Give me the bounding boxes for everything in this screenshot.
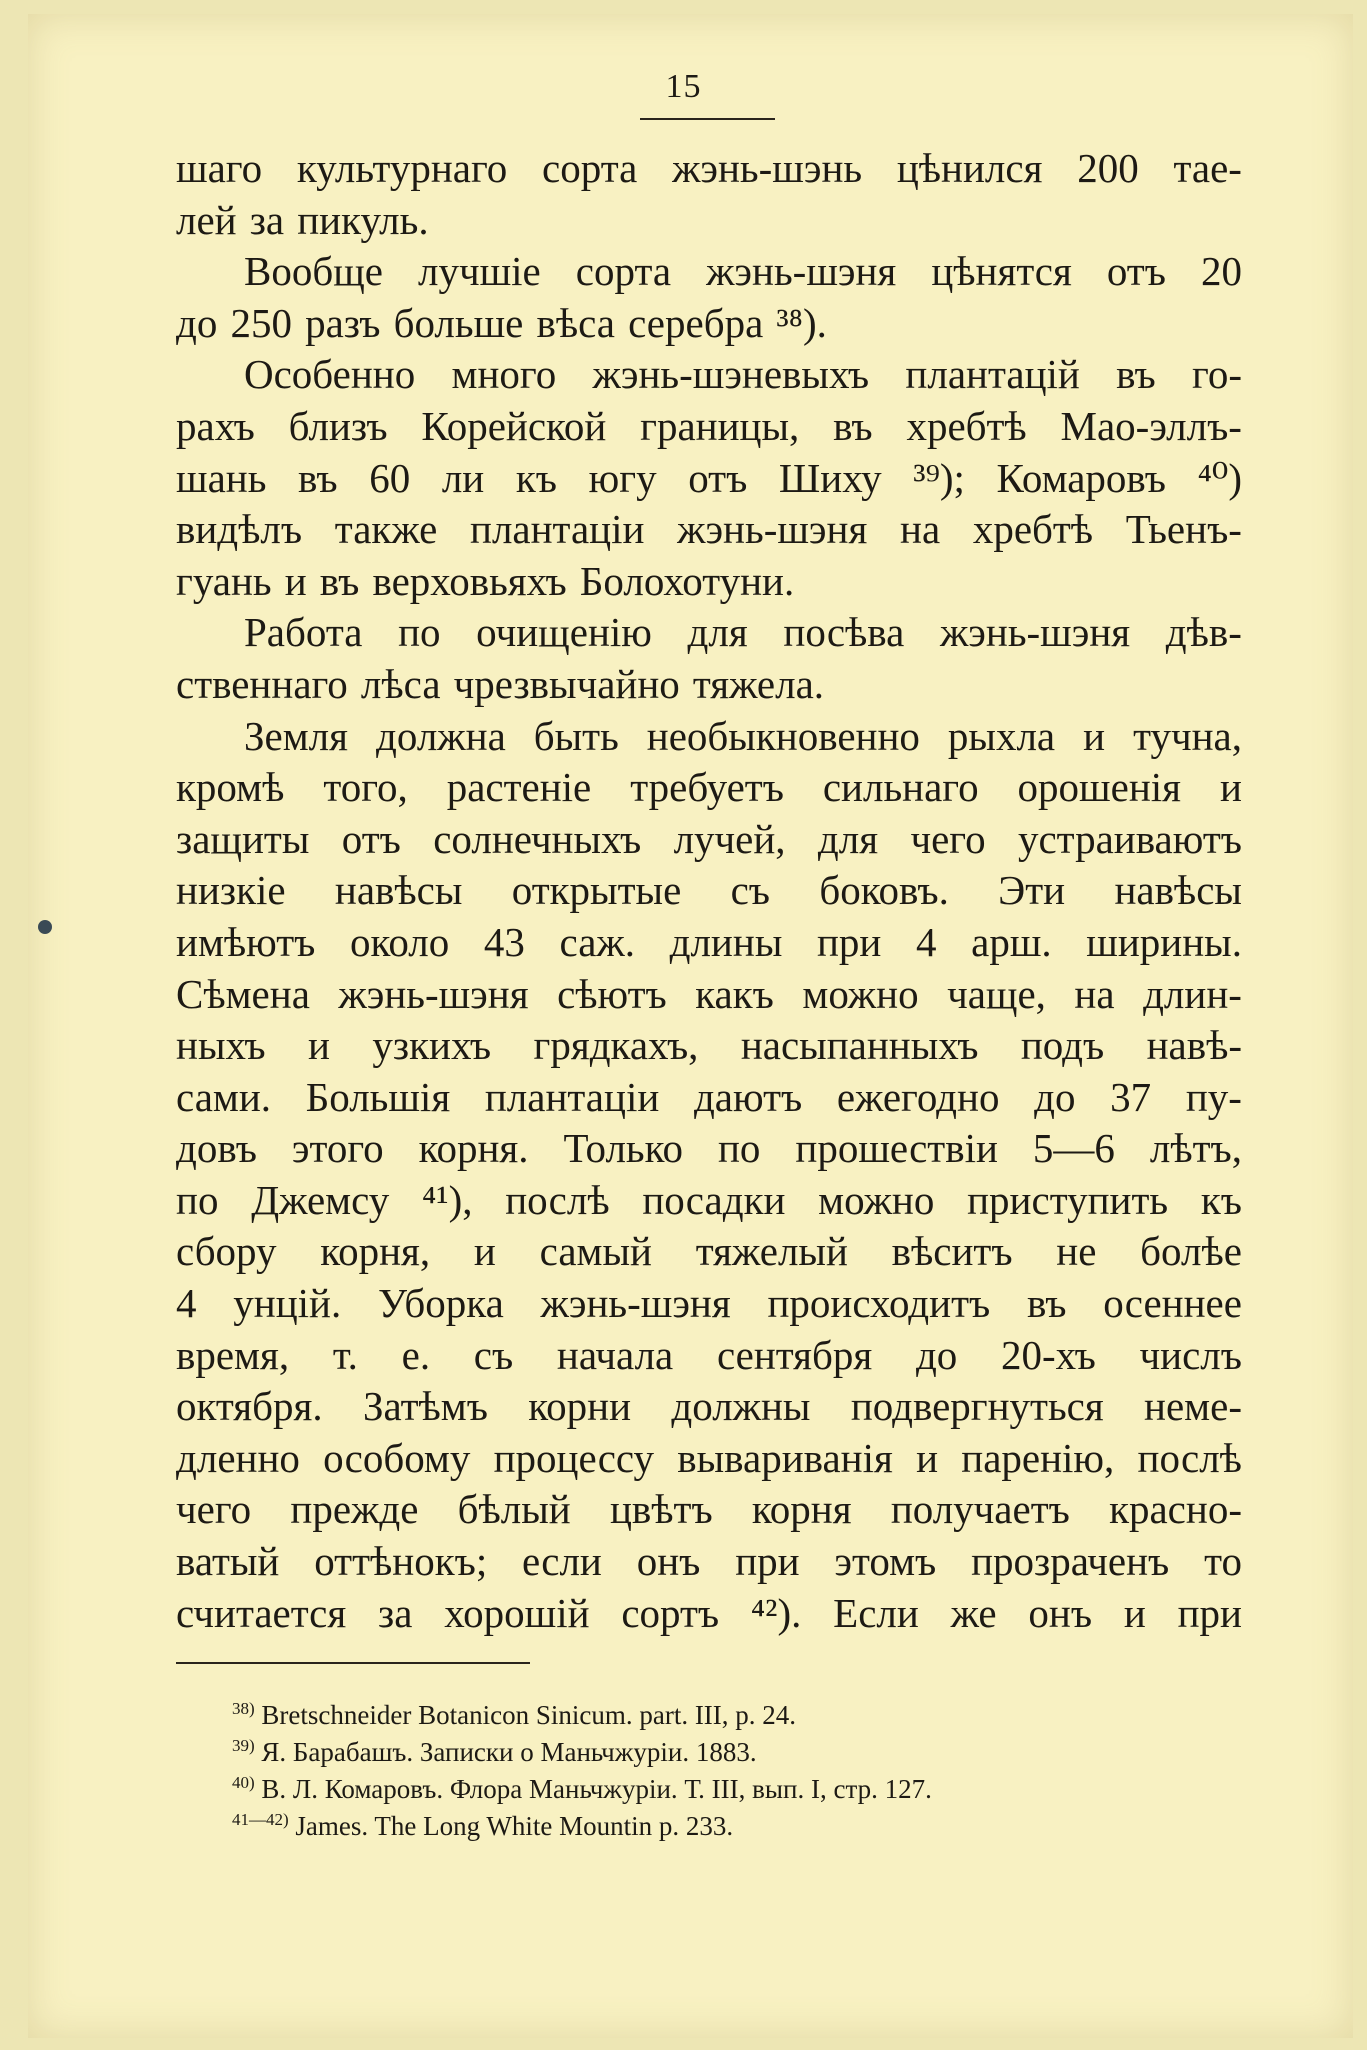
text-line: октября. Затѣмъ корни должны подвергнуться неме-: [176, 1383, 1242, 1430]
footnote-text: Я. Барабашъ. Записки о Маньчжуріи. 1883.: [254, 1737, 757, 1767]
footnote-text: Bretschneider Botanicon Sinicum. part. III, p. 24.: [254, 1700, 797, 1730]
margin-stain: [38, 920, 52, 934]
text-line: видѣлъ также плантаціи жэнь-шэня на хребтѣ Тьенъ-: [176, 506, 1242, 553]
text-line: ватый оттѣнокъ; если онъ при этомъ прозраченъ то: [176, 1538, 1242, 1585]
footnote-text: В. Л. Комаровъ. Флора Маньчжуріи. Т. III, вып. I, стр. 127.: [254, 1774, 932, 1804]
text-line: довъ этого корня. Только по прошествіи 5—6 лѣтъ,: [176, 1125, 1242, 1172]
text-line: чего прежде бѣлый цвѣтъ корня получаетъ красно-: [176, 1486, 1242, 1533]
text-line: Работа по очищенію для посѣва жэнь-шэня дѣв-: [244, 609, 1242, 656]
text-line: Сѣмена жэнь-шэня сѣютъ какъ можно чаще, на длин-: [176, 970, 1242, 1017]
text-line: ныхъ и узкихъ грядкахъ, насыпанныхъ подъ навѣ-: [176, 1022, 1242, 1069]
text-line: Особенно много жэнь-шэневыхъ плантацій въ го-: [244, 351, 1242, 398]
footnote-mark: 40): [232, 1773, 255, 1792]
text-line: дленно особому процессу вывариванія и паренію, послѣ: [176, 1434, 1242, 1481]
text-line: защиты отъ солнечныхъ лучей, для чего устраиваютъ: [176, 815, 1242, 862]
text-line: гуань и въ верховьяхъ Болохотуни.: [176, 557, 795, 604]
text-line: до 250 разъ больше вѣса серебра ³⁸).: [176, 299, 827, 346]
footnotes: [232, 1690, 1232, 1841]
footnote-mark: 41—42): [232, 1810, 289, 1829]
text-line: кромѣ того, растеніе требуетъ сильнаго орошенія и: [176, 764, 1242, 811]
text-line: считается за хорошій сортъ ⁴²). Если же онъ и при: [176, 1589, 1242, 1636]
text-line: Вообще лучшіе сорта жэнь-шэня цѣнятся отъ 20: [244, 248, 1242, 295]
text-line: имѣютъ около 43 саж. длины при 4 арш. ширины.: [176, 918, 1242, 965]
text-line: 4 унцій. Уборка жэнь-шэня происходитъ въ осеннее: [176, 1280, 1242, 1327]
footnote-text: James. The Long White Mountin p. 233.: [288, 1811, 734, 1841]
text-line: лей за пикуль.: [176, 196, 429, 243]
footnote: [232, 1727, 1232, 1767]
footnote-separator: [176, 1662, 530, 1664]
footnote: [232, 1764, 1232, 1804]
text-line: сбору корня, и самый тяжелый вѣситъ не болѣе: [176, 1228, 1242, 1275]
text-line: время, т. е. съ начала сентября до 20-хъ числъ: [176, 1331, 1242, 1378]
page-number: 15: [665, 68, 702, 105]
text-line: шань въ 60 ли къ югу отъ Шиху ³⁹); Комаровъ ⁴⁰): [176, 454, 1242, 501]
text-line: рахъ близъ Корейской границы, въ хребтѣ Мао-эллъ-: [176, 402, 1242, 449]
page-number-rule: [640, 118, 775, 120]
footnote-mark: 38): [232, 1699, 255, 1718]
text-line: сами. Большія плантаціи даютъ ежегодно до 37 пу-: [176, 1073, 1242, 1120]
footnote: [232, 1801, 1232, 1841]
text-line: по Джемсу ⁴¹), послѣ посадки можно приступить къ: [176, 1176, 1242, 1223]
text-line: Земля должна быть необыкновенно рыхла и тучна,: [244, 712, 1242, 759]
text-line: низкіе навѣсы открытые съ боковъ. Эти навѣсы: [176, 867, 1242, 914]
text-line: ственнаго лѣса чрезвычайно тяжела.: [176, 660, 825, 707]
footnote: [232, 1690, 1232, 1730]
text-line: шаго культурнаго сорта жэнь-шэнь цѣнился 200 тае-: [176, 145, 1242, 191]
footnote-mark: 39): [232, 1736, 255, 1755]
body-text: [176, 143, 1242, 1639]
